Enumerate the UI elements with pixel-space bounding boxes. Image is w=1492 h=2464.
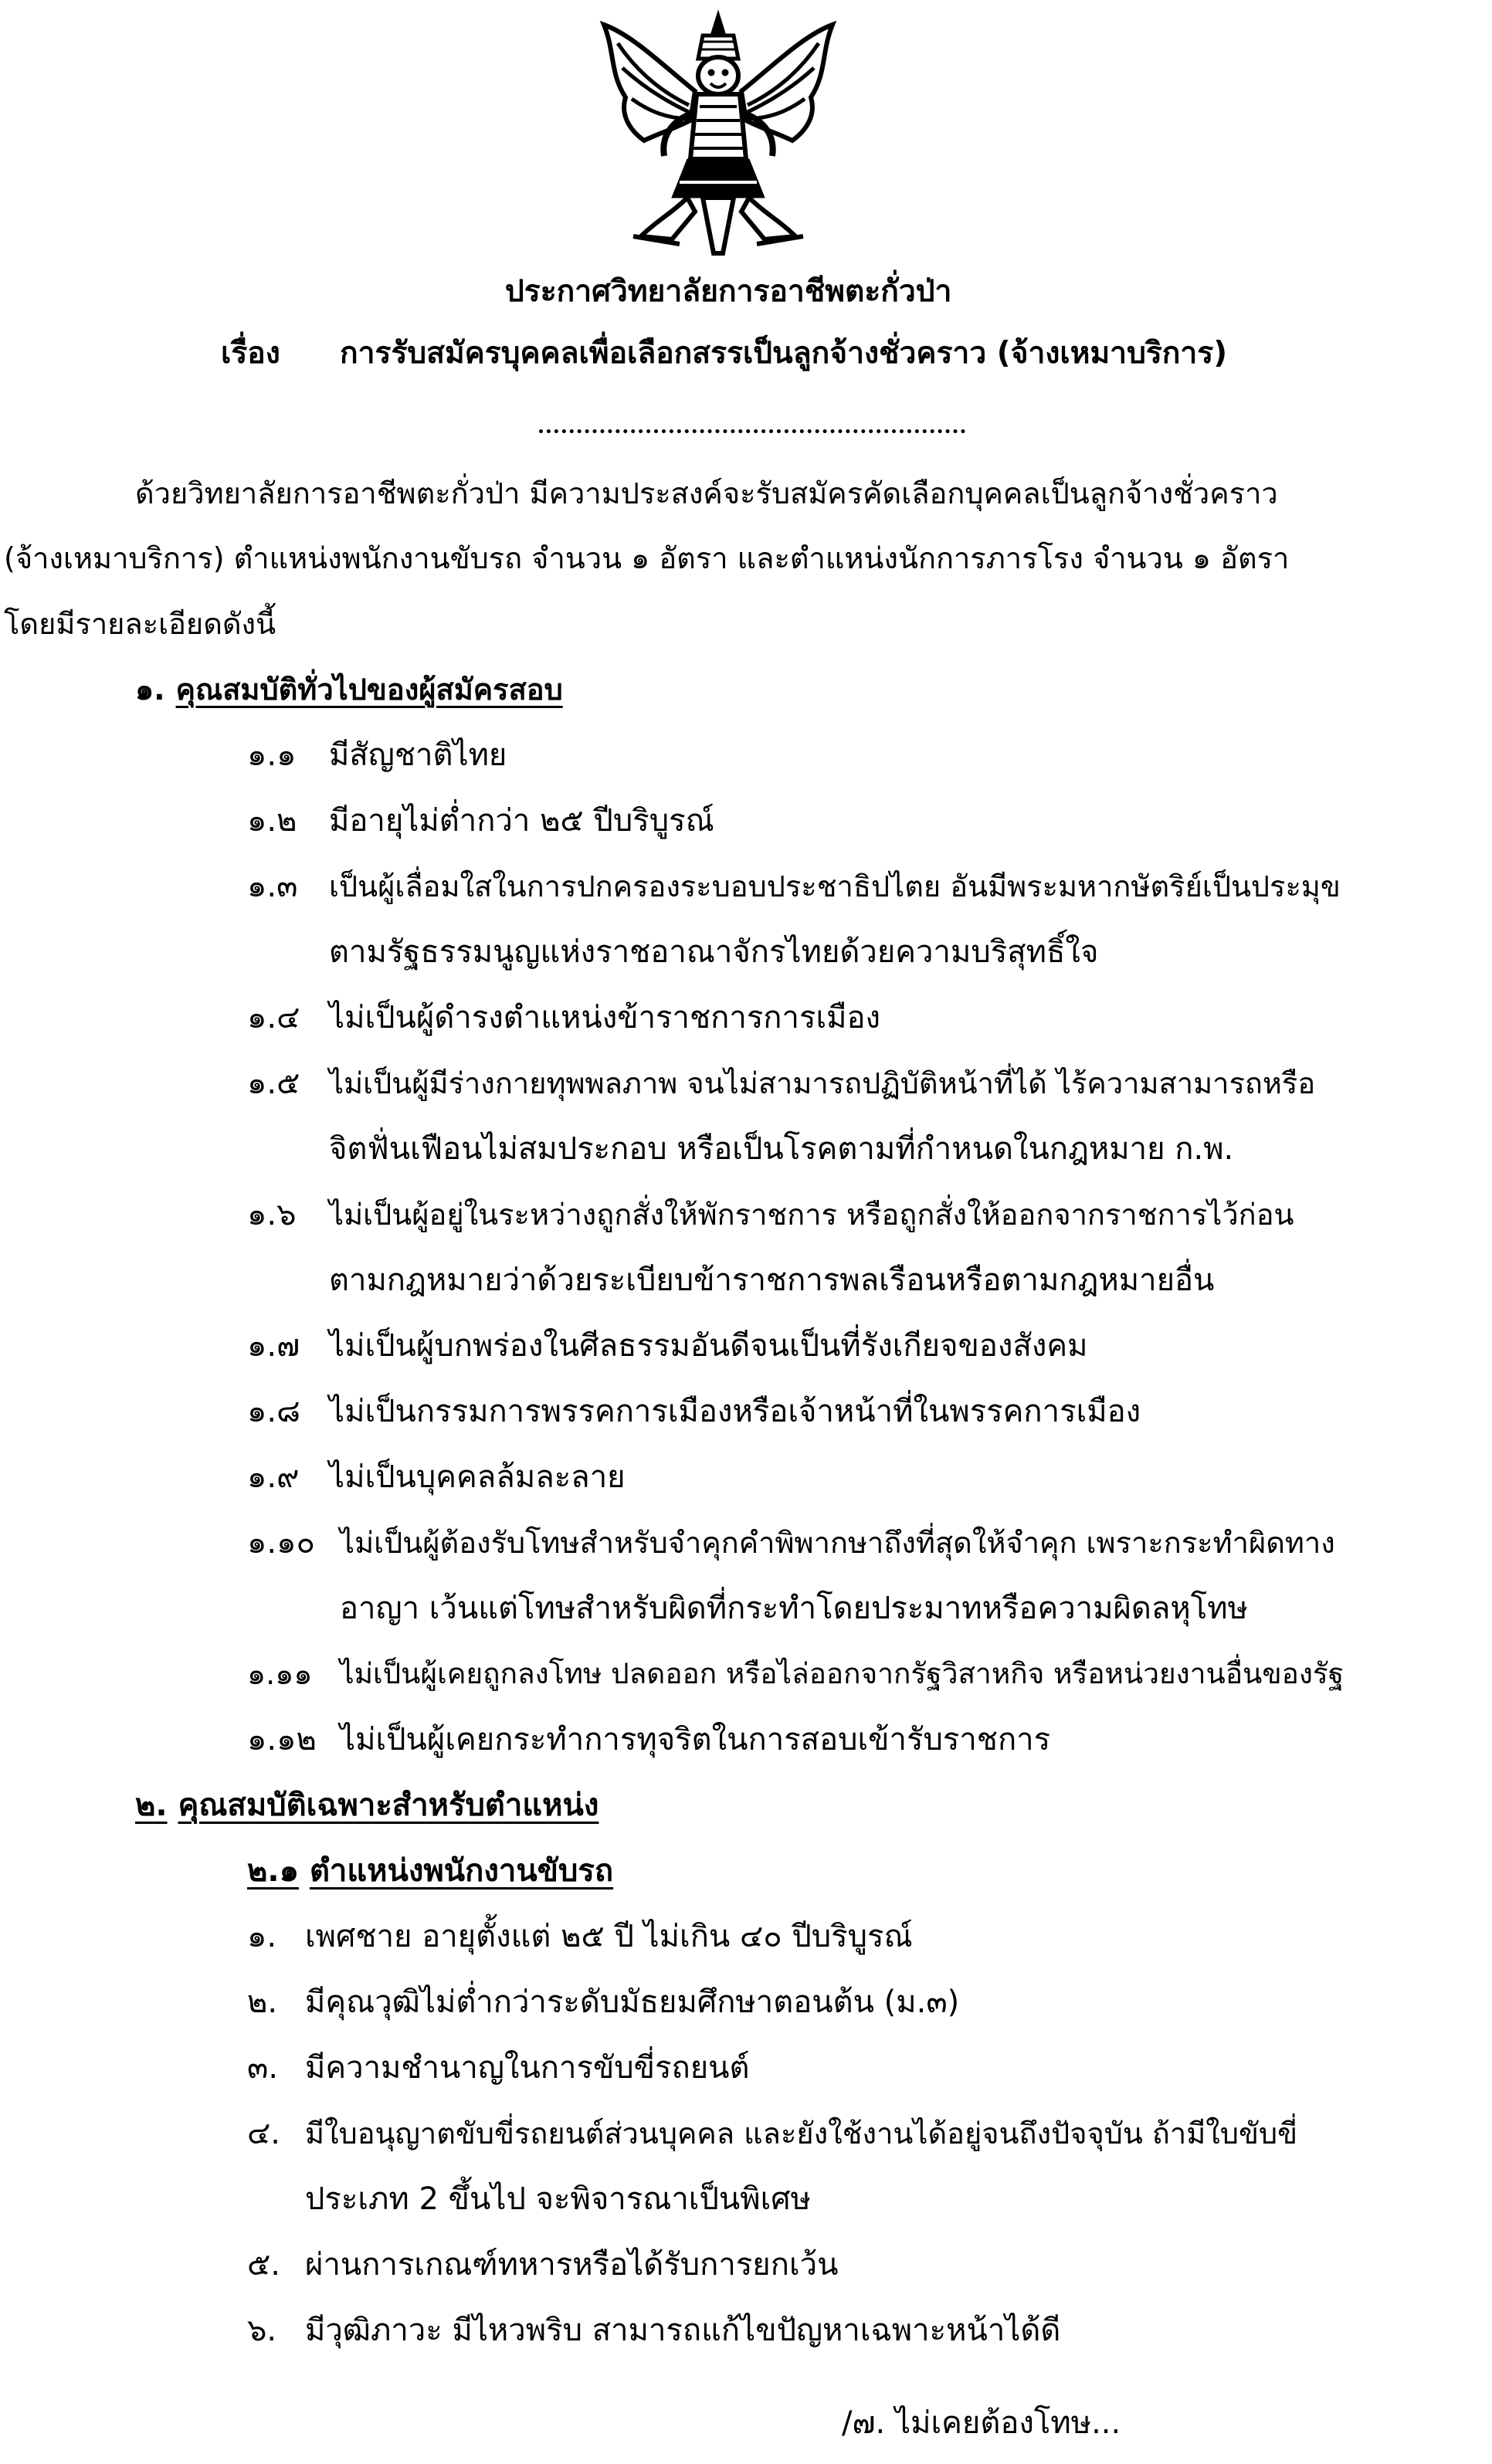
title-divider: [539, 429, 965, 433]
item-1-11-text: ไม่เป็นผู้เคยถูกลงโทษ ปลดออก หรือไล่ออกจากรัฐวิสาหกิจ หรือหน่วยงานอื่นของรัฐ: [340, 1657, 1344, 1690]
section2-1-heading: [247, 1849, 613, 1893]
item-1-6-text-cont: ตามกฎหมายว่าด้วยระเบียบข้าราชการพลเรือนหรือตามกฎหมายอื่น: [329, 1263, 1215, 1298]
intro-line-3: โดยมีรายละเอียดดังนี้: [4, 607, 276, 641]
item-1-9-text: ไม่เป็นบุคคลล้มละลาย: [329, 1459, 626, 1495]
item-2-5-text: ผ่านการเกณฑ์ทหารหรือได้รับการยกเว้น: [305, 2247, 839, 2283]
item-1-6-text: ไม่เป็นผู้อยู่ในระหว่างถูกสั่งให้พักราชการ หรือถูกสั่งให้ออกจากราชการไว้ก่อน: [329, 1198, 1294, 1232]
section1-heading: [135, 668, 563, 711]
item-1-3-text: เป็นผู้เลื่อมใสในการปกครองระบอบประชาธิปไตย อันมีพระมหากษัตริย์เป็นประมุข: [329, 869, 1341, 903]
section2-1-heading-num: ๒.๑: [247, 1853, 299, 1889]
page-title: ประกาศวิทยาลัยการอาชีพตะกั่วป่า: [505, 274, 952, 309]
item-1-9-num: ๑.๙: [247, 1459, 300, 1495]
item-2-2-text: มีคุณวุฒิไม่ต่ำกว่าระดับมัธยมศึกษาตอนต้น (ม.๓): [305, 1984, 960, 2020]
section2-1-heading-text: ตำแหน่งพนักงานขับรถ: [309, 1853, 614, 1889]
item-1-5-text: ไม่เป็นผู้มีร่างกายทุพพลภาพ จนไม่สามารถปฏิบัติหน้าที่ได้ ไร้ความสามารถหรือ: [329, 1066, 1316, 1100]
subject-text: การรับสมัครบุคคลเพื่อเลือกสรรเป็นลูกจ้างชั่วคราว (จ้างเหมาบริการ): [340, 336, 1228, 371]
item-2-4-text: มีใบอนุญาตขับขี่รถยนต์ส่วนบุคคล และยังใช้งานได้อยู่จนถึงปัจจุบัน ถ้ามีใบขับขี่: [305, 2117, 1298, 2150]
item-2-1-text: เพศชาย อายุตั้งแต่ ๒๕ ปี ไม่เกิน ๔๐ ปีบริบูรณ์: [305, 1919, 913, 1954]
section1-heading-text: คุณสมบัติทั่วไปของผู้สมัครสอบ: [175, 673, 563, 707]
item-1-10-text: ไม่เป็นผู้ต้องรับโทษสำหรับจำคุกคำพิพากษาถึงที่สุดให้จำคุก เพราะกระทำผิดทาง: [340, 1526, 1335, 1560]
item-1-5-text-cont: จิตฟั่นเฟือนไม่สมประกอบ หรือเป็นโรคตามที่กำหนดในกฎหมาย ก.พ.: [329, 1131, 1234, 1167]
item-1-12-text: ไม่เป็นผู้เคยกระทำการทุจริตในการสอบเข้ารับราชการ: [340, 1722, 1051, 1757]
item-2-5-num: ๕.: [247, 2247, 280, 2283]
item-2-3-text: มีความชำนาญในการขับขี่รถยนต์: [305, 2050, 750, 2086]
subject-label: เรื่อง: [221, 336, 280, 371]
item-1-3-num: ๑.๓: [247, 869, 298, 904]
item-1-7-text: ไม่เป็นผู้บกพร่องในศีลธรรมอันดีจนเป็นที่รังเกียจของสังคม: [329, 1328, 1088, 1364]
item-1-3-text-cont: ตามรัฐธรรมนูญแห่งราชอาณาจักรไทยด้วยความบริสุทธิ์ใจ: [329, 934, 1099, 970]
section2-heading-text: คุณสมบัติเฉพาะสำหรับตำแหน่ง: [178, 1788, 599, 1823]
garuda-emblem-icon: [587, 5, 849, 259]
section1-heading-num: ๑.: [135, 673, 165, 707]
item-1-5-num: ๑.๕: [247, 1066, 300, 1101]
item-2-6-text: มีวุฒิภาวะ มีไหวพริบ สามารถแก้ไขปัญหาเฉพาะหน้าได้ดี: [305, 2313, 1061, 2348]
item-1-8-text: ไม่เป็นกรรมการพรรคการเมืองหรือเจ้าหน้าที่ในพรรคการเมือง: [329, 1394, 1141, 1429]
intro-line-2: (จ้างเหมาบริการ) ตำแหน่งพนักงานขับรถ จำนวน ๑ อัตรา และตำแหน่งนักการภารโรง จำนวน ๑ อัตรา: [4, 541, 1290, 575]
item-1-8-num: ๑.๘: [247, 1394, 300, 1429]
item-1-6-num: ๑.๖: [247, 1197, 297, 1232]
intro-line-1: ด้วยวิทยาลัยการอาชีพตะกั่วป่า มีความประสงค์จะรับสมัครคัดเลือกบุคคลเป็นลูกจ้างชั่วคราว: [135, 476, 1278, 510]
item-1-4-num: ๑.๔: [247, 1000, 300, 1035]
item-1-2-text: มีอายุไม่ต่ำกว่า ๒๕ ปีบริบูรณ์: [329, 803, 714, 839]
item-1-4-text: ไม่เป็นผู้ดำรงตำแหน่งข้าราชการการเมือง: [329, 1000, 881, 1035]
section2-heading-num: ๒.: [135, 1788, 168, 1823]
item-2-2-num: ๒.: [247, 1984, 278, 2020]
item-1-12-num: ๑.๑๒: [247, 1722, 317, 1757]
item-1-10-text-cont: อาญา เว้นแต่โทษสำหรับผิดที่กระทำโดยประมาทหรือความผิดลหุโทษ: [340, 1591, 1248, 1626]
continuation-note: /๗. ไม่เคยต้องโทษ...: [842, 2405, 1121, 2441]
item-2-1-num: ๑.: [247, 1919, 277, 1954]
item-1-7-num: ๑.๗: [247, 1328, 300, 1364]
item-2-3-num: ๓.: [247, 2050, 279, 2086]
item-1-2-num: ๑.๒: [247, 803, 297, 839]
item-1-1-text: มีสัญชาติไทย: [329, 737, 507, 773]
item-2-4-num: ๔.: [247, 2116, 280, 2151]
item-1-1-num: ๑.๑: [247, 737, 297, 773]
item-1-10-num: ๑.๑๐: [247, 1525, 315, 1561]
item-1-11-num: ๑.๑๑: [247, 1657, 313, 1691]
item-2-4-text-cont: ประเภท 2 ขึ้นไป จะพิจารณาเป็นพิเศษ: [305, 2181, 811, 2217]
item-2-6-num: ๖.: [247, 2313, 277, 2348]
section2-heading: [135, 1784, 598, 1827]
